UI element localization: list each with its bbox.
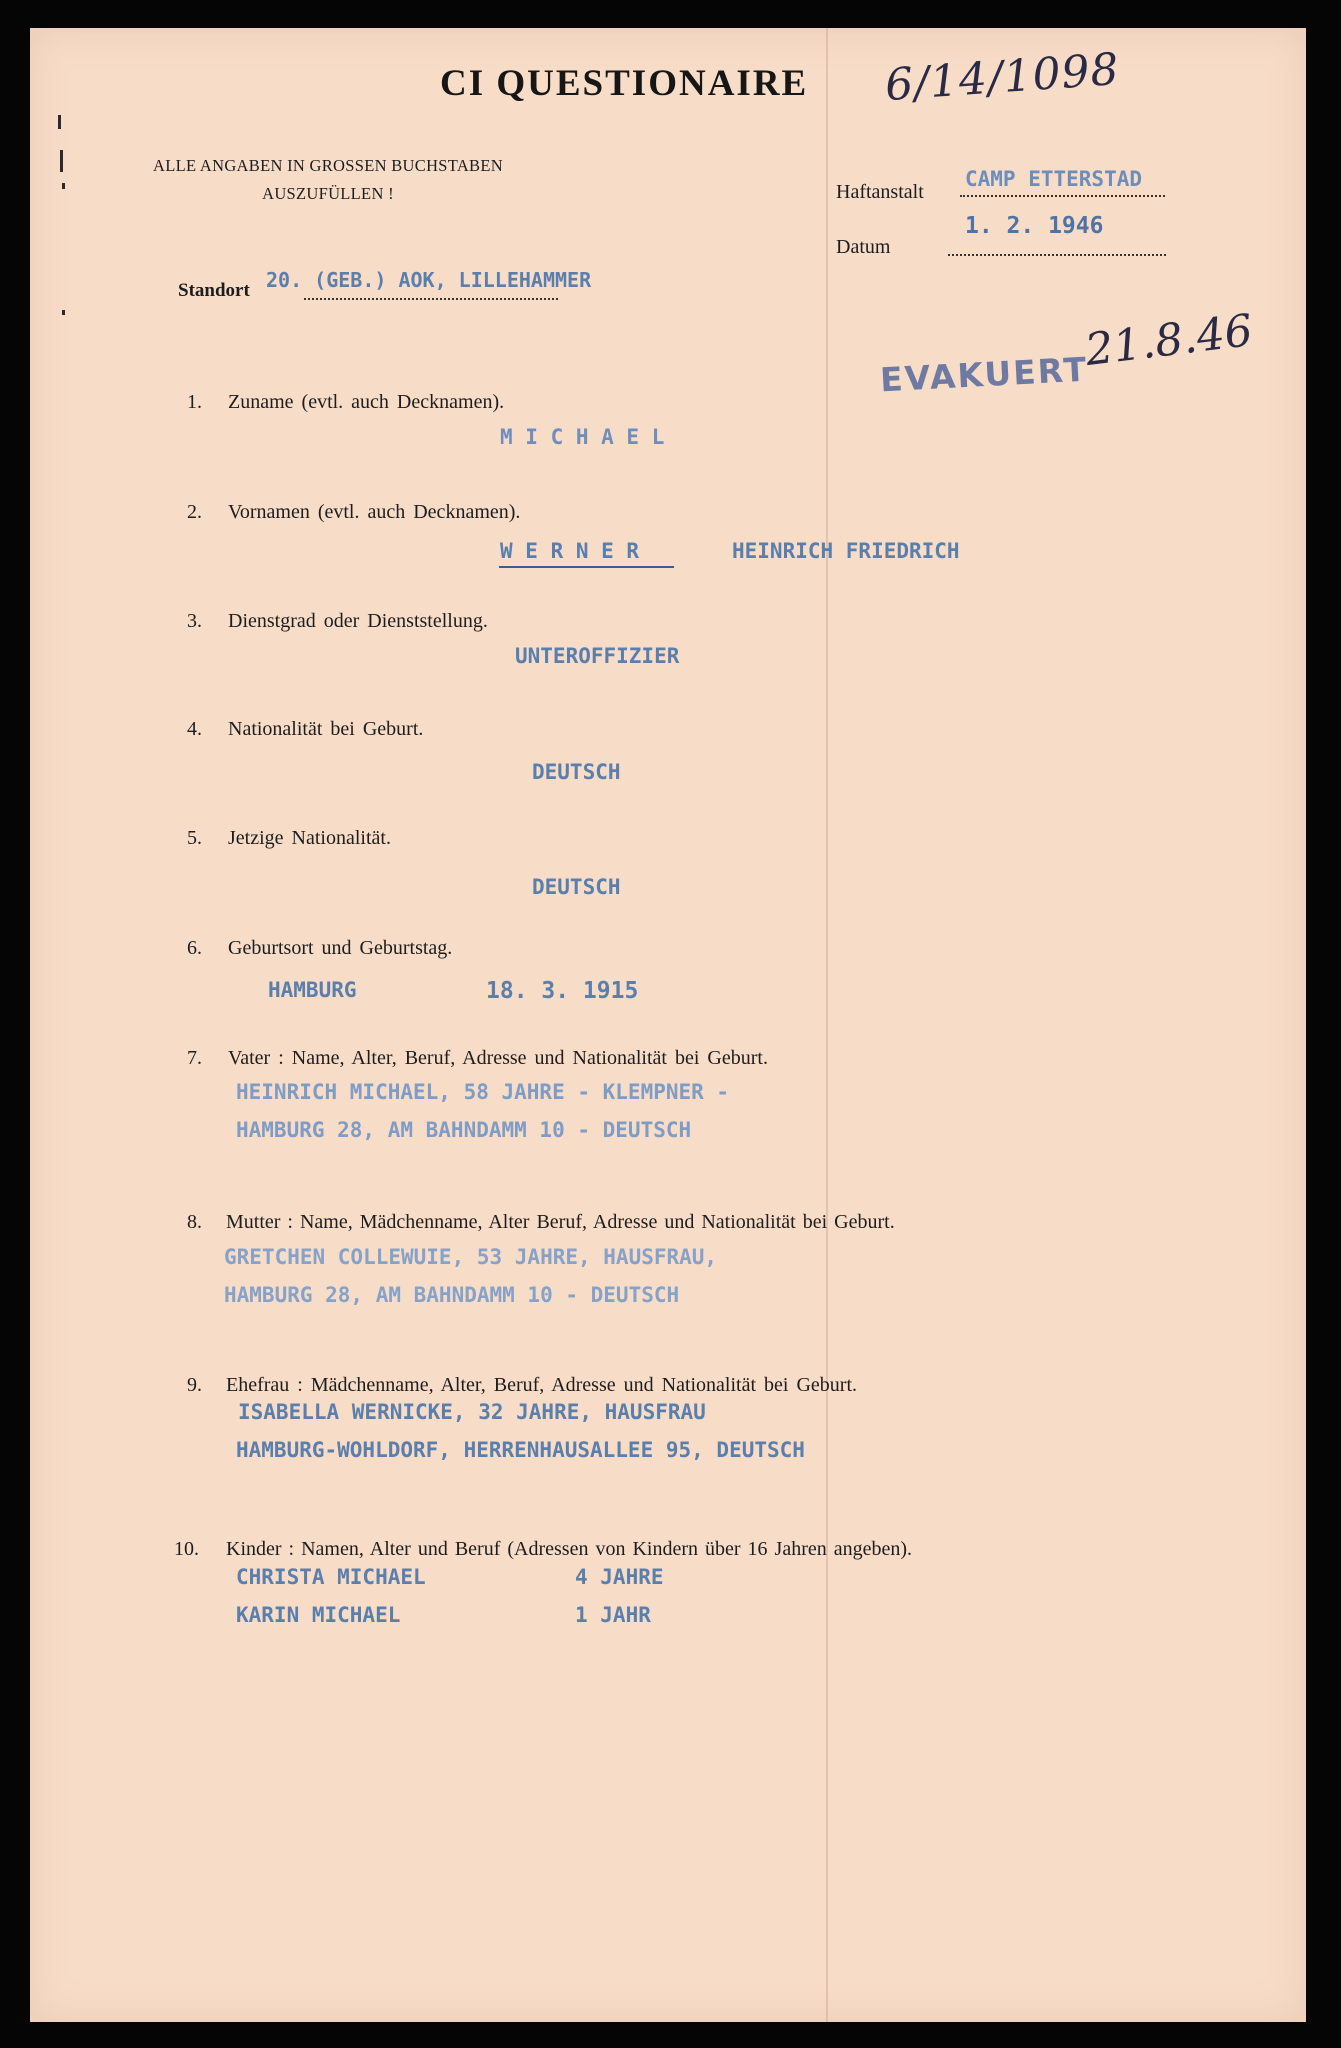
margin-mark [58, 115, 61, 129]
question-label: Mutter : Name, Mädchenname, Alter Beruf, Adresse und Nationalität bei Geburt. [226, 1211, 895, 1233]
answer: HEINRICH MICHAEL, 58 JAHRE - KLEMPNER - [236, 1080, 730, 1104]
answer: HAMBURG-WOHLDORF, HERRENHAUSALLEE 95, DEUTSCH [236, 1438, 805, 1462]
answer: CHRISTA MICHAEL [236, 1565, 426, 1589]
evacuation-stamp: EVAKUERT [879, 349, 1090, 400]
answer: HAMBURG 28, AM BAHNDAMM 10 - DEUTSCH [236, 1118, 692, 1142]
fold-line [826, 28, 828, 2022]
question-number: 2. [187, 501, 202, 523]
question-number: 1. [187, 391, 202, 413]
haftanstalt-value: CAMP ETTERSTAD [965, 167, 1143, 191]
haftanstalt-label: Haftanstalt [836, 181, 924, 203]
datum-label: Datum [836, 236, 891, 258]
answer: GRETCHEN COLLEWUIE, 53 JAHRE, HAUSFRAU, [224, 1245, 718, 1269]
question-label: Dienstgrad oder Dienststellung. [228, 610, 488, 632]
instruction-line: ALLE ANGABEN IN GROSSEN BUCHSTABEN [153, 156, 503, 175]
datum-line [948, 254, 1166, 256]
question-number: 10. [174, 1538, 199, 1560]
haftanstalt-line [960, 195, 1165, 197]
handwritten-reference: 6/14/1098 [883, 43, 1122, 112]
handwritten-evacuation-date: 21.8.46 [1082, 304, 1256, 377]
answer: W E R N E R [500, 539, 640, 563]
instruction-line: AUSZUFÜLLEN ! [262, 184, 394, 203]
answer: 4 JAHRE [575, 1565, 664, 1589]
question-label: Geburtsort und Geburtstag. [228, 937, 453, 959]
question-number: 8. [187, 1211, 202, 1233]
question-number: 9. [187, 1374, 202, 1396]
question-label: Jetzige Nationalität. [228, 827, 391, 849]
answer: KARIN MICHAEL [236, 1603, 401, 1627]
answer: ISABELLA WERNICKE, 32 JAHRE, HAUSFRAU [238, 1400, 706, 1424]
question-label: Zuname (evtl. auch Decknamen). [228, 391, 505, 413]
question-label: Nationalität bei Geburt. [228, 718, 424, 740]
question-number: 4. [187, 718, 202, 740]
answer: 1 JAHR [575, 1603, 651, 1627]
standort-value: 20. (GEB.) AOK, LILLEHAMMER [266, 268, 592, 292]
standort-line [304, 298, 558, 300]
question-label: Kinder : Namen, Alter und Beruf (Adressen von Kindern über 16 Jahren angeben). [226, 1538, 913, 1560]
answer: UNTEROFFIZIER [515, 644, 680, 668]
question-label: Ehefrau : Mädchenname, Alter, Beruf, Adresse und Nationalität bei Geburt. [226, 1374, 858, 1396]
question-number: 5. [187, 827, 202, 849]
question-label: Vornamen (evtl. auch Decknamen). [228, 501, 521, 523]
answer: HAMBURG [268, 978, 357, 1002]
answer: DEUTSCH [532, 760, 621, 784]
question-number: 3. [187, 610, 202, 632]
instructions [148, 152, 508, 208]
document-title: CI QUESTIONAIRE [440, 63, 809, 104]
datum-value: 1. 2. 1946 [965, 213, 1104, 239]
margin-mark [62, 310, 65, 315]
answer: DEUTSCH [532, 875, 621, 899]
standort-label: Standort [178, 280, 250, 301]
question-label: Vater : Name, Alter, Beruf, Adresse und Nationalität bei Geburt. [228, 1047, 768, 1069]
answer: HEINRICH FRIEDRICH [732, 539, 960, 563]
question-number: 7. [187, 1047, 202, 1069]
margin-mark [60, 150, 63, 172]
margin-mark [62, 183, 65, 189]
question-number: 6. [187, 937, 202, 959]
answer: 18. 3. 1915 [486, 978, 639, 1004]
answer: M I C H A E L [500, 425, 665, 449]
answer-underline [499, 566, 674, 568]
answer: HAMBURG 28, AM BAHNDAMM 10 - DEUTSCH [224, 1283, 680, 1307]
